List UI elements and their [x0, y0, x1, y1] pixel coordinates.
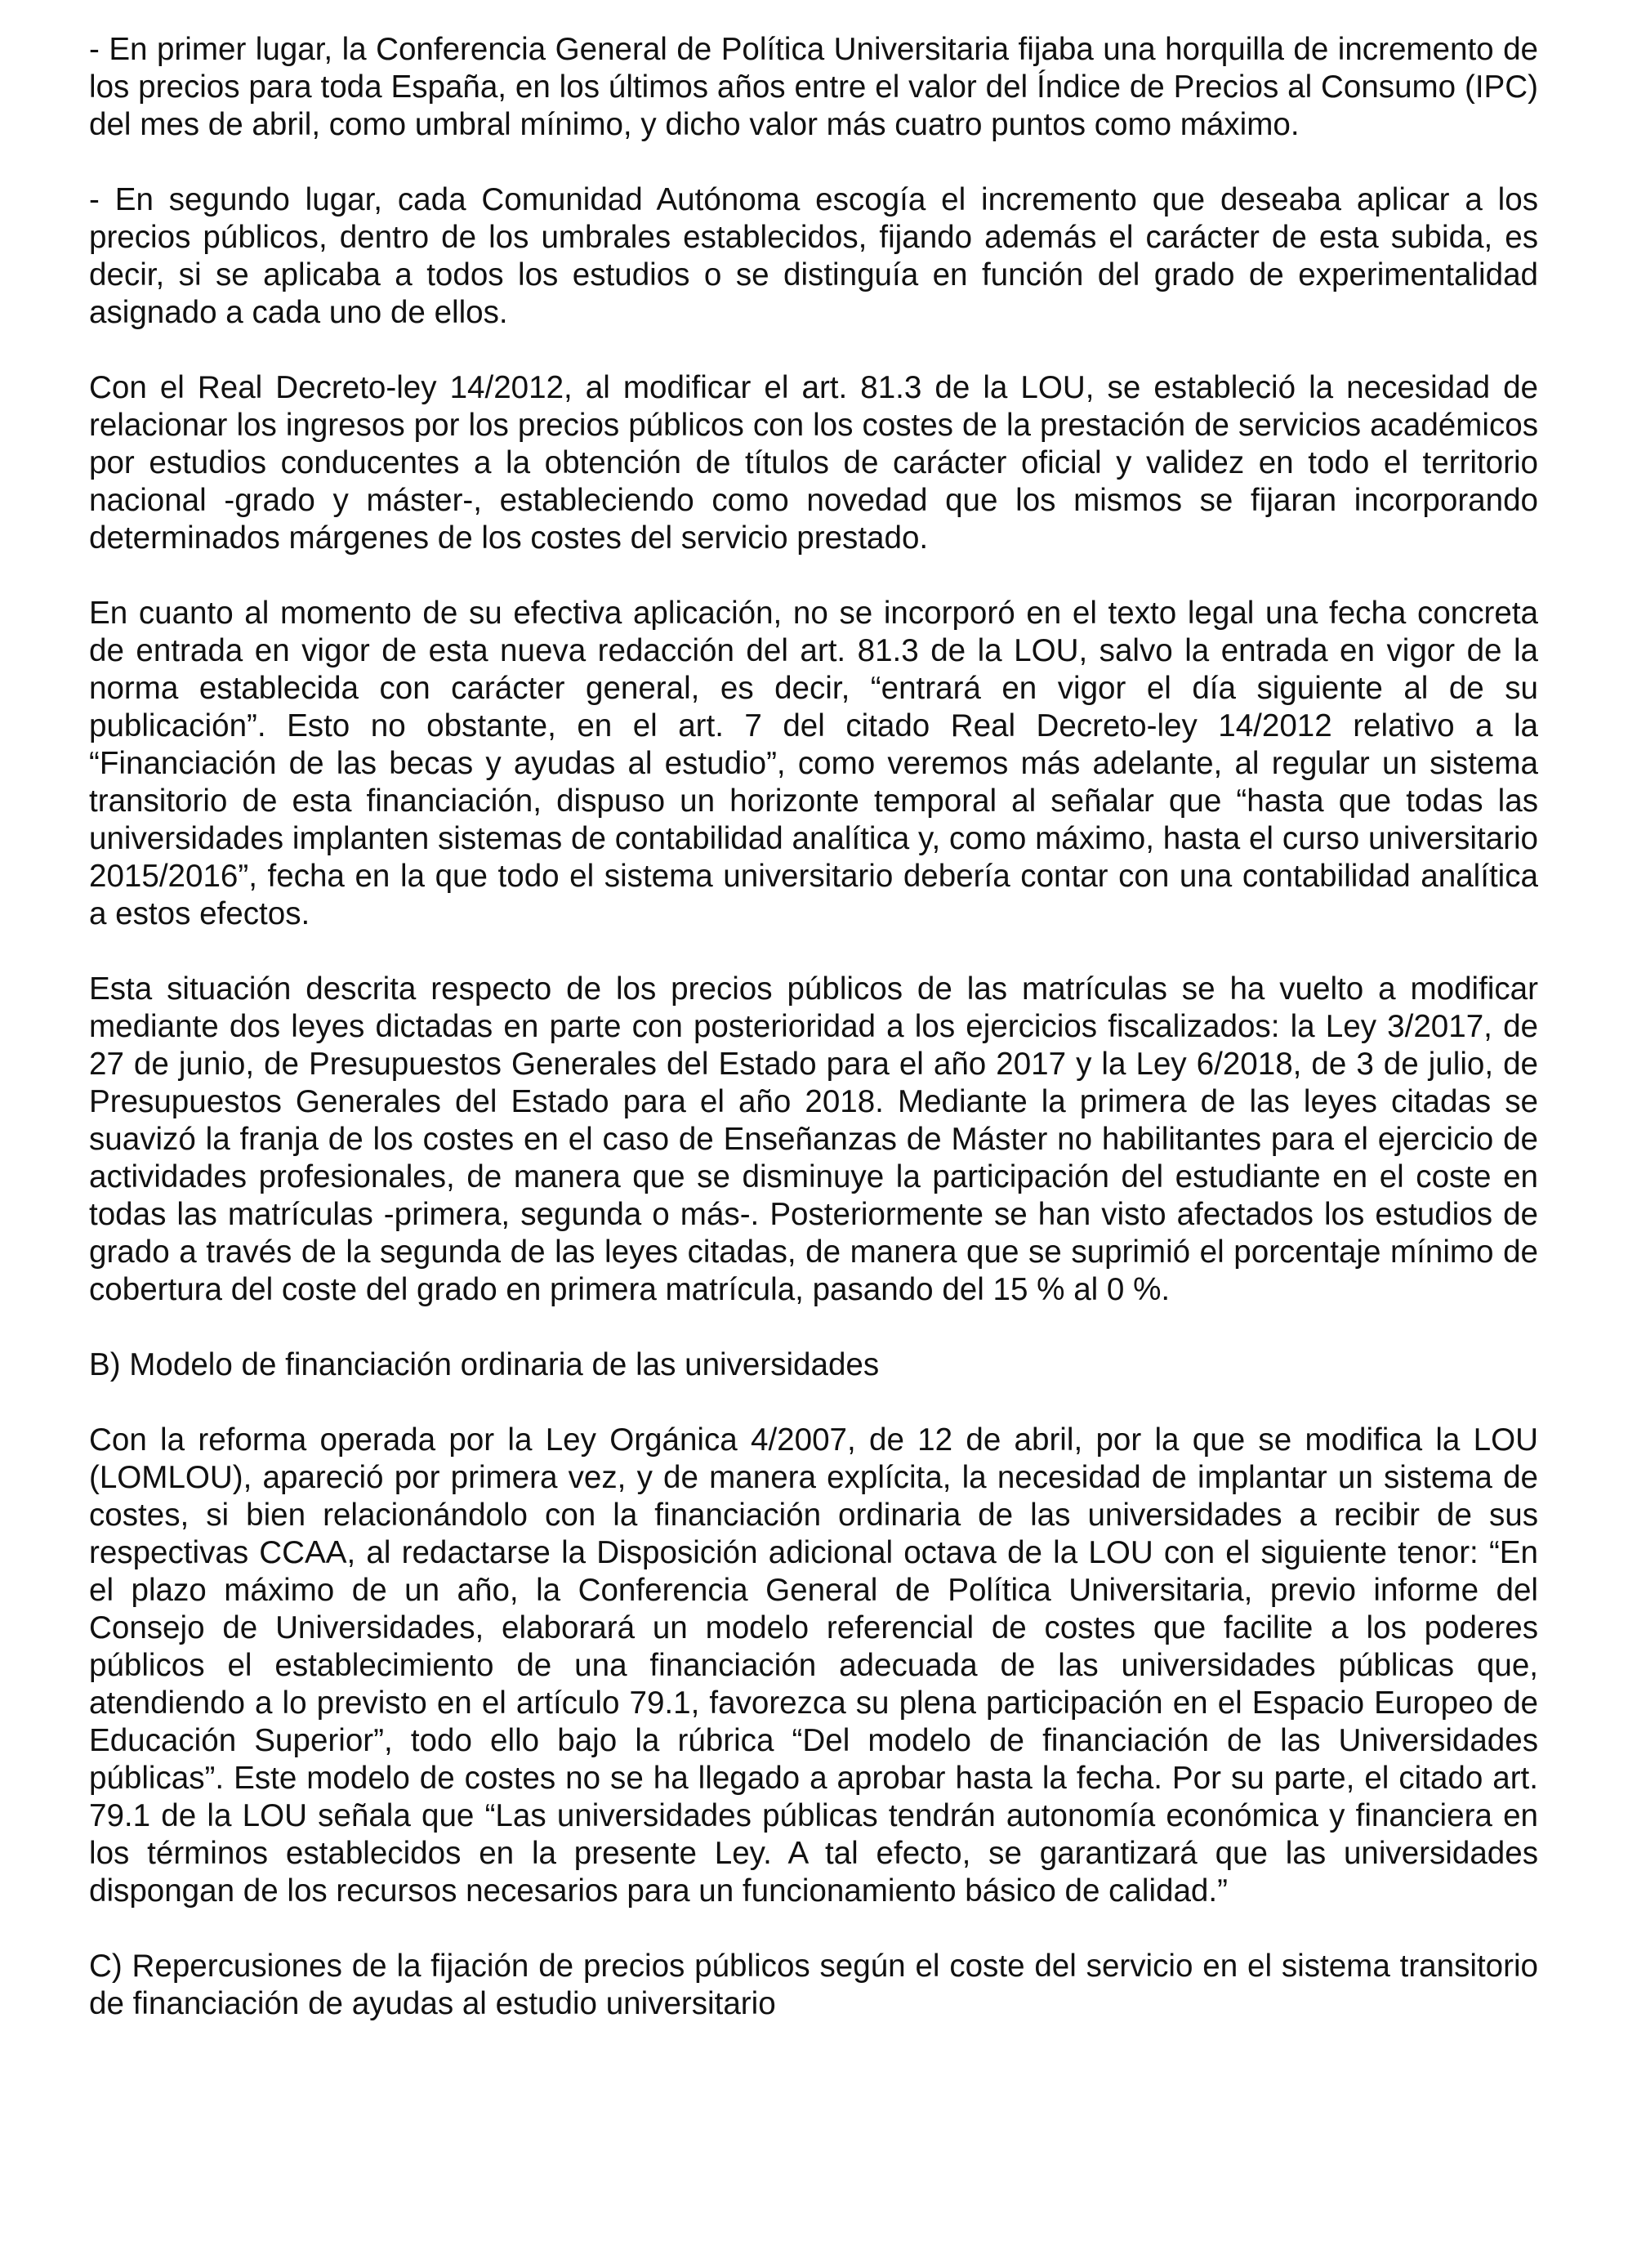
section-heading-c: C) Repercusiones de la fijación de precios públicos según el coste del servicio en el sistema transitorio de financiación de ayudas al estudio universitario [89, 1949, 1538, 2021]
paragraph-segundo-lugar: - En segundo lugar, cada Comunidad Autónoma escogía el incremento que deseaba aplicar a los precios públicos, dentro de los umbrales establecidos, fijando además el carácter de esta subida, es decir, si se aplicaba a todos los estudios o se distinguía en función del grado de experimentalidad asignado a cada uno de ellos. [89, 182, 1538, 330]
paragraph-situacion-descrita: Esta situación descrita respecto de los precios públicos de las matrículas se ha vuelto a modificar mediante dos leyes dictadas en parte con posterioridad a los ejercicios fiscalizados: la Ley 3/2017, de 27 de junio, de Presupuestos Generales del Estado para el año 2017 y la Ley 6/2018, de 3 de julio, de Presupuestos Generales del Estado para el año 2018. Mediante la primera de las leyes citadas se suavizó la franja de los costes en el caso de Enseñanzas de Máster no habilitantes para el ejercicio de actividades profesionales, de manera que se disminuye la participación del estudiante en el coste en todas las matrículas -primera, segunda o más-. Posteriormente se han visto afectados los estudios de grado a través de la segunda de las leyes citadas, de manera que se suprimió el porcentaje mínimo de cobertura del coste del grado en primera matrícula, pasando del 15 % al 0 %. [89, 971, 1538, 1307]
section-heading-b: B) Modelo de financiación ordinaria de las universidades [89, 1347, 880, 1382]
paragraph-reforma-lomlou: Con la reforma operada por la Ley Orgánica 4/2007, de 12 de abril, por la que se modifica la LOU (LOMLOU), apareció por primera vez, y de manera explícita, la necesidad de implantar un sistema de costes, si bien relacionándolo con la financiación ordinaria de las universidades a recibir de sus respectivas CCAA, al redactarse la Disposición adicional octava de la LOU con el siguiente tenor: “En el plazo máximo de un año, la Conferencia General de Política Universitaria, previo informe del Consejo de Universidades, elaborará un modelo referencial de costes que facilite a los poderes públicos el establecimiento de una financiación adecuada de las universidades públicas que, atendiendo a lo previsto en el artículo 79.1, favorezca su plena participación en el Espacio Europeo de Educación Superior”, todo ello bajo la rúbrica “Del modelo de financiación de las Universidades públicas”. Este modelo de costes no se ha llegado a aprobar hasta la fecha. Por su parte, el citado art. 79.1 de la LOU señala que “Las universidades públicas tendrán autonomía económica y financiera en los términos establecidos en la presente Ley. A tal efecto, se garantizará que las universidades dispongan de los recursos necesarios para un funcionamiento básico de calidad.” [89, 1422, 1538, 1909]
paragraph-aplicacion: En cuanto al momento de su efectiva aplicación, no se incorporó en el texto legal una fecha concreta de entrada en vigor de esta nueva redacción del art. 81.3 de la LOU, salvo la entrada en vigor de la norma establecida con carácter general, es decir, “entrará en vigor el día siguiente al de su publicación”. Esto no obstante, en el art. 7 del citado Real Decreto-ley 14/2012 relativo a la “Financiación de las becas y ayudas al estudio”, como veremos más adelante, al regular un sistema transitorio de esta financiación, dispuso un horizonte temporal al señalar que “hasta que todas las universidades implanten sistemas de contabilidad analítica y, como máximo, hasta el curso universitario 2015/2016”, fecha en la que todo el sistema universitario debería contar con una contabilidad analítica a estos efectos. [89, 596, 1538, 931]
paragraph-real-decreto: Con el Real Decreto-ley 14/2012, al modificar el art. 81.3 de la LOU, se estableció la necesidad de relacionar los ingresos por los precios públicos con los costes de la prestación de servicios académicos por estudios conducentes a la obtención de títulos de carácter oficial y validez en todo el territorio nacional -grado y máster-, estableciendo como novedad que los mismos se fijaran incorporando determinados márgenes de los costes del servicio prestado. [89, 370, 1538, 556]
document-page [89, 31, 1538, 2023]
paragraph-primer-lugar: - En primer lugar, la Conferencia General de Política Universitaria fijaba una horquilla de incremento de los precios para toda España, en los últimos años entre el valor del Índice de Precios al Consumo (IPC) del mes de abril, como umbral mínimo, y dicho valor más cuatro puntos como máximo. [89, 32, 1538, 142]
